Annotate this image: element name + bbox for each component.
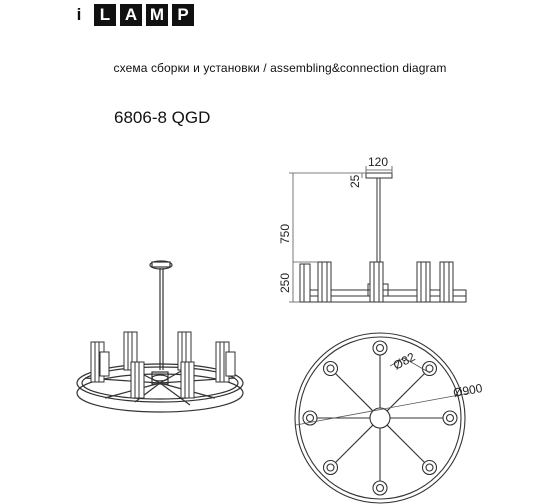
arm-spoke [387,373,424,410]
diagram-subtitle: схема сборки и установки / assembling&connection diagram [113,61,447,75]
dim-body-height: 250 [278,272,292,293]
logo-letter: M [146,4,168,26]
arm-spoke [387,425,424,462]
lamp-socket [422,460,436,474]
logo-letter: A [120,4,142,26]
logo-letter: i [68,4,90,26]
dim-canopy-width: 120 [368,155,389,169]
dim-total-height: 750 [278,223,292,244]
logo-letter: P [172,4,194,26]
lamp-socket [443,411,457,425]
lamp-socket [324,460,338,474]
dim-overall-diameter: Ø900 [452,381,484,400]
lamp-socket [324,362,338,376]
arm-spoke [335,373,372,410]
dim-canopy-height: 25 [348,174,362,188]
lamp-socket [373,481,387,495]
lamp-socket [422,362,436,376]
dim-shade-diameter: Ø82 [390,349,418,373]
arm-spoke [335,425,372,462]
lamp-socket [303,411,317,425]
logo-letter: L [94,4,116,26]
model-number: 6806-8 QGD [114,108,211,127]
lamp-socket [373,341,387,355]
